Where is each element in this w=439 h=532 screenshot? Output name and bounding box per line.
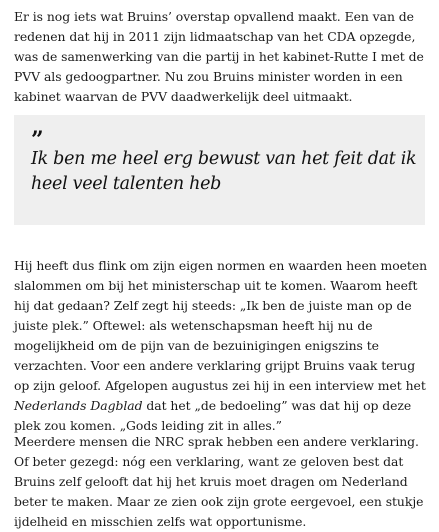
- article-paragraph: Er is nog iets wat Bruins’ overstap opvallend maakt. Een van de redenen dat hij in 2011 zijn lidmaatschap van het CDA opzegde, was de samenwerking van die partij in het kabinet-Rutte I met de PVV als gedoogpartner. Nu zou Bruins minister worden in een kabinet waarvan de PVV daadwerkelijk deel uitmaakt.: [14, 9, 424, 104]
- paragraph-text: dat het „de bedoeling” was dat hij op deze plek zou komen. „Gods leiding zit in alles.”: [14, 398, 412, 433]
- paragraph-text: Hij heeft dus flink om zijn eigen normen en waarden heen moeten slalommen om bij het ministerschap uit te komen. Waarom heeft hij dat gedaan? Zelf zegt hij steeds: „Ik ben de juiste man op de juiste plek.” Oftewel: als wetenschapsman heeft hij nu de mogelijkheid om de pijn van de bezuinigingen enigszins te verzachten. Voor een andere verklaring grijpt Bruins vaak terug op zijn geloof. Afgelopen augustus zei hij in een interview met het: [14, 258, 428, 393]
- article-paragraph: [14, 256, 432, 436]
- newspaper-name: Nederlands Dagblad: [14, 398, 143, 413]
- article-paragraph: Meerdere mensen die NRC sprak hebben een andere verklaring. Of beter gezegd: nóg een verklaring, want ze geloven best dat Bruins zelf gelooft dat hij het kruis moet dragen om Nederland beter te maken. Maar ze zien ook zijn grote eergevoel, een stukje ijdelheid en misschien zelfs wat opportunisme.: [14, 434, 424, 529]
- pull-quote-text: Ik ben me heel erg bewust van het feit dat ik heel veel talenten heb: [31, 149, 417, 194]
- pull-quote: [14, 115, 425, 225]
- quote-mark-icon: ”: [31, 127, 42, 153]
